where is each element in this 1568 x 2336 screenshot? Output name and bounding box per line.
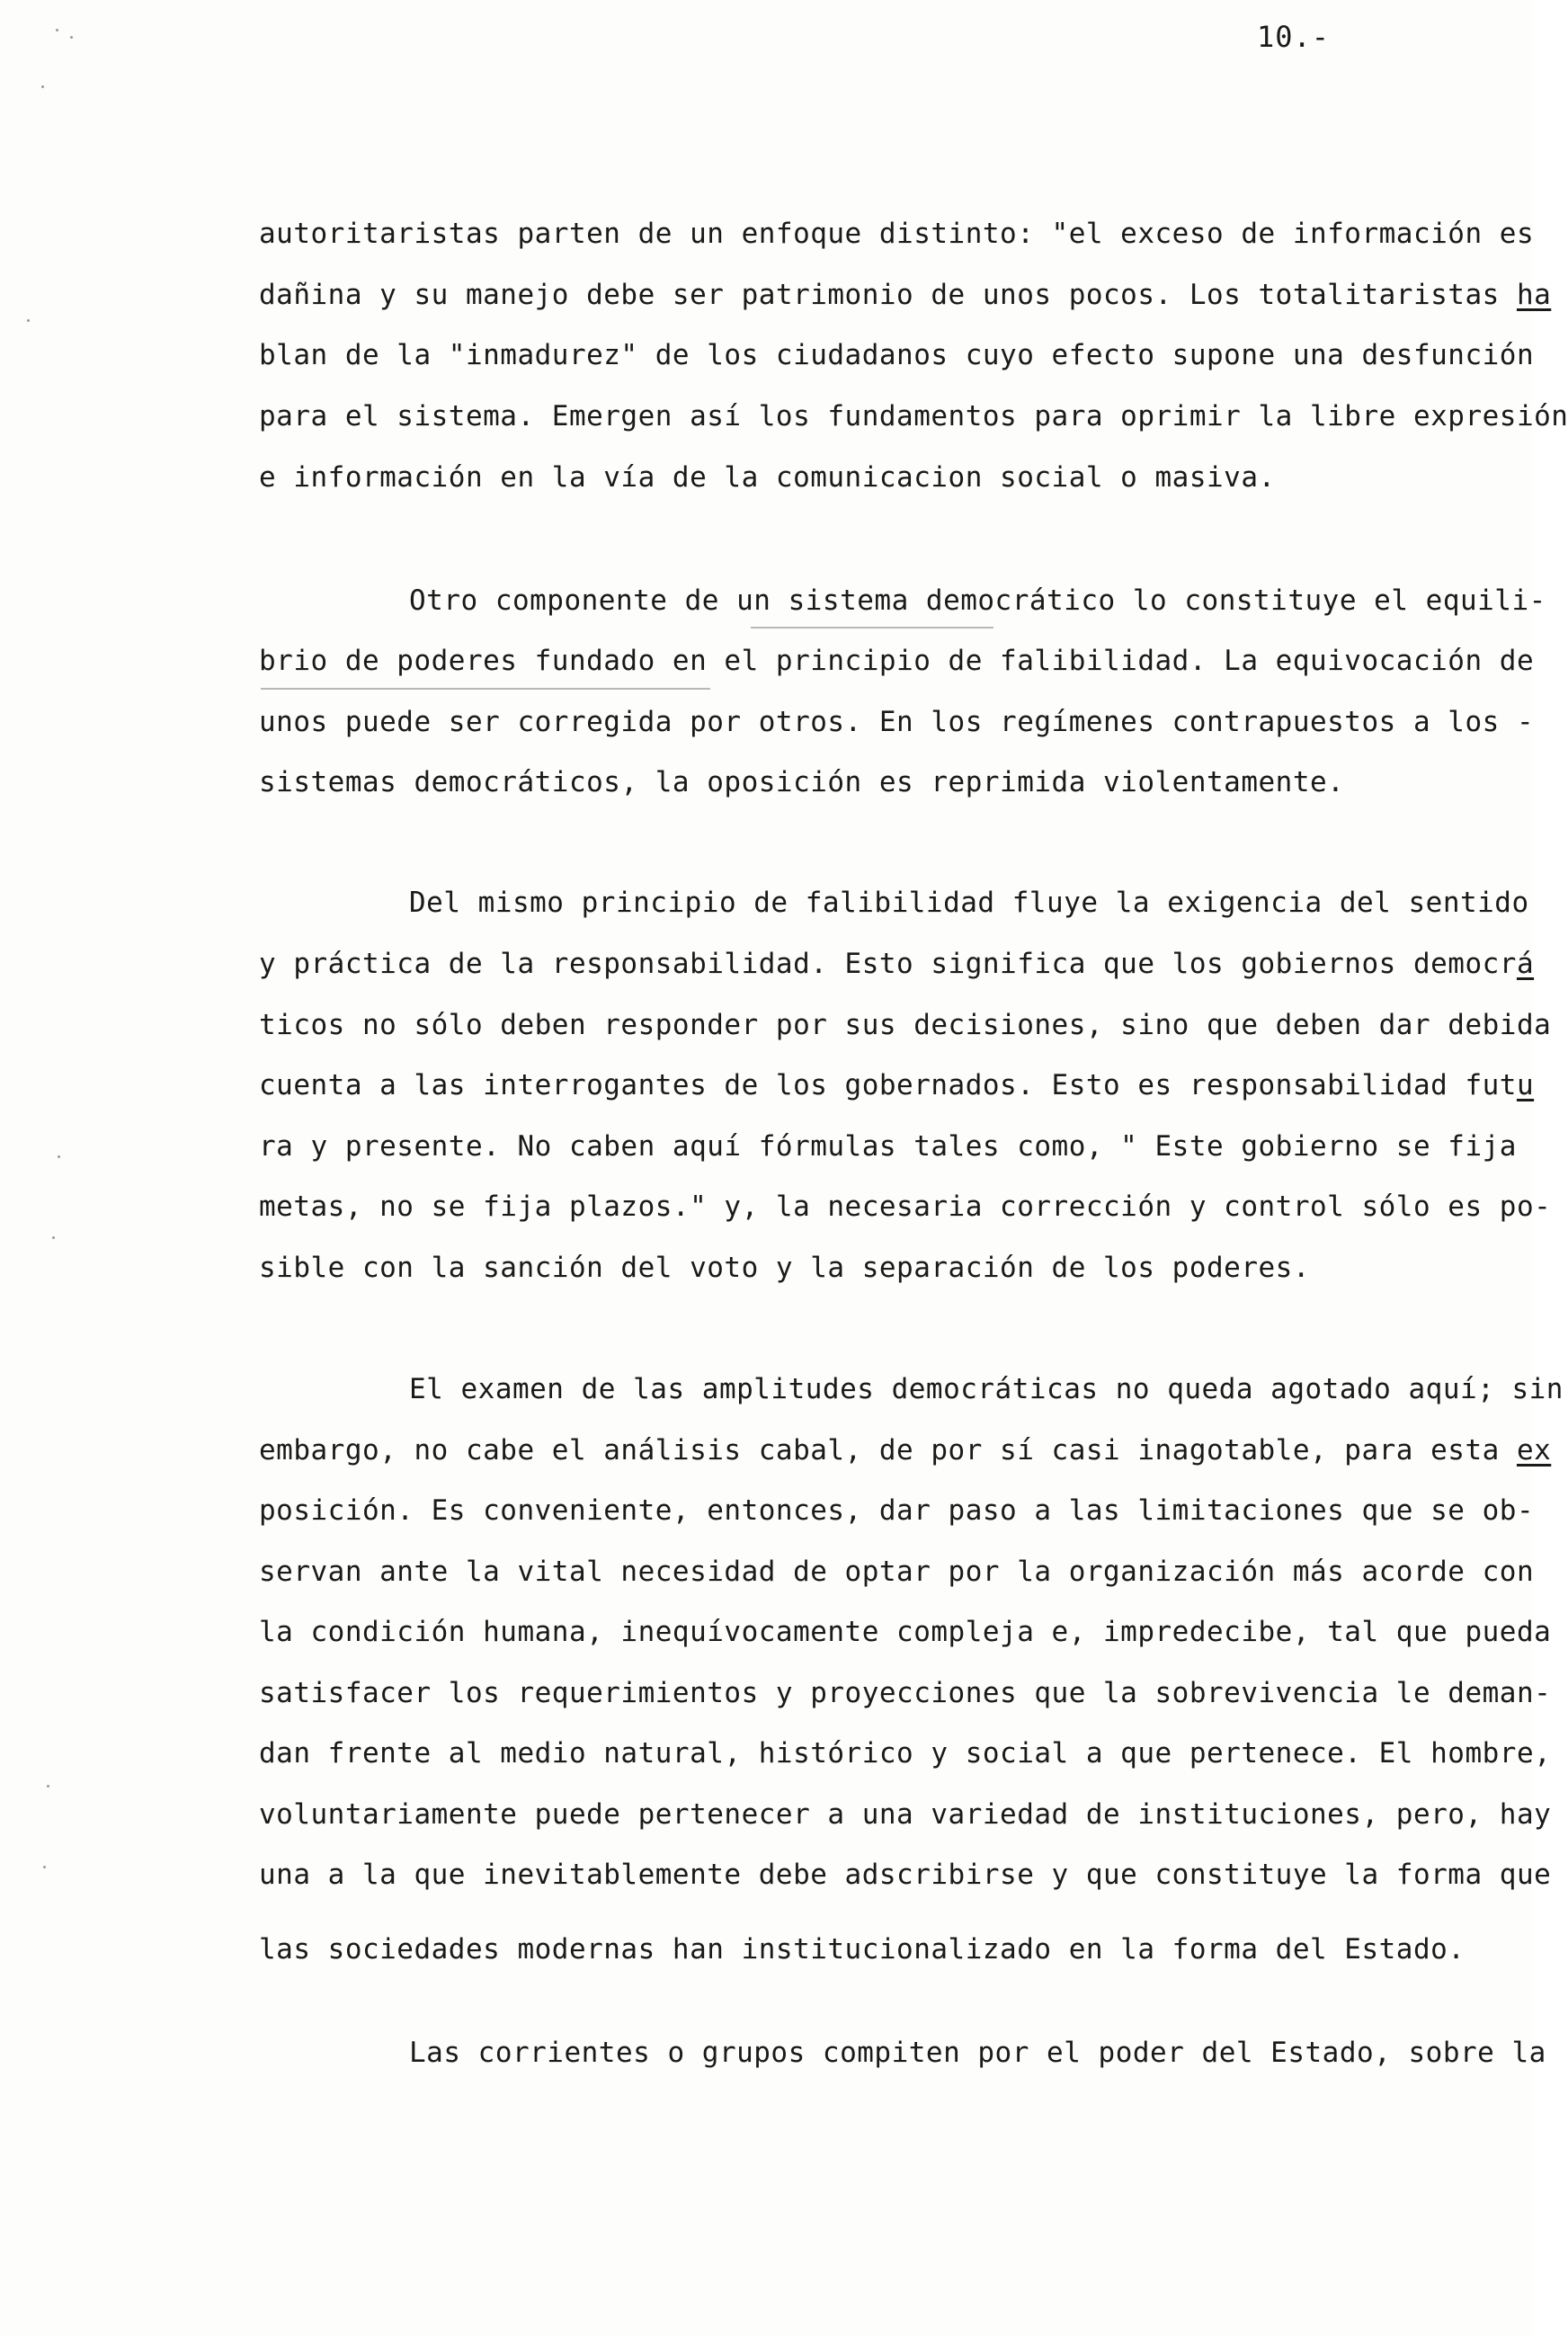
pen-underline bbox=[751, 627, 993, 629]
text-line: autoritaristas parten de un enfoque distinto: "el exceso de información es bbox=[259, 218, 1535, 250]
text-line: dañina y su manejo debe ser patrimonio de unos pocos. Los totalitaristas ha bbox=[259, 279, 1552, 311]
text-line: las sociedades modernas han institucionalizado en la forma del Estado. bbox=[259, 1933, 1466, 1966]
text-line: blan de la "inmadurez" de los ciudadanos cuyo efecto supone una desfunción bbox=[259, 339, 1535, 371]
text-line: metas, no se fija plazos." y, la necesaria corrección y control sólo es po- bbox=[259, 1190, 1552, 1223]
scan-speck bbox=[27, 319, 30, 322]
page-number: 10.- bbox=[1257, 20, 1331, 54]
text-line: y práctica de la responsabilidad. Esto significa que los gobiernos democrá bbox=[259, 948, 1535, 980]
text-line: brio de poderes fundado en el principio de falibilidad. La equivocación de bbox=[259, 645, 1535, 677]
text-line: ra y presente. No caben aquí fórmulas tales como, " Este gobierno se fija bbox=[259, 1130, 1517, 1163]
text-line: sistemas democráticos, la oposición es reprimida violentamente. bbox=[259, 766, 1345, 798]
text-line: dan frente al medio natural, histórico y social a que pertenece. El hombre, bbox=[259, 1737, 1552, 1770]
text-line: satisfacer los requerimientos y proyecciones que la sobrevivencia le deman- bbox=[259, 1677, 1552, 1709]
text-line: unos puede ser corregida por otros. En los regímenes contrapuestos a los - bbox=[259, 706, 1535, 738]
text-line: El examen de las amplitudes democráticas no queda agotado aquí; sin bbox=[409, 1373, 1564, 1405]
scan-speck bbox=[52, 1236, 55, 1239]
scan-speck bbox=[47, 1785, 49, 1788]
text-line: Las corrientes o grupos compiten por el poder del Estado, sobre la bbox=[409, 2037, 1546, 2069]
text-line: cuenta a las interrogantes de los gobernados. Esto es responsabilidad futu bbox=[259, 1069, 1535, 1101]
text-line: embargo, no cabe el análisis cabal, de por sí casi inagotable, para esta ex bbox=[259, 1434, 1552, 1467]
text-line: servan ante la vital necesidad de optar por la organización más acorde con bbox=[259, 1556, 1535, 1588]
text-line: la condición humana, inequívocamente compleja e, impredecibe, tal que pueda bbox=[259, 1616, 1552, 1648]
text-line: e información en la vía de la comunicacion social o masiva. bbox=[259, 461, 1276, 494]
text-line: voluntariamente puede pertenecer a una variedad de instituciones, pero, hay bbox=[259, 1798, 1552, 1831]
scan-speck bbox=[58, 1155, 60, 1158]
text-line: posición. Es conveniente, entonces, dar paso a las limitaciones que se ob- bbox=[259, 1494, 1535, 1527]
text-line: ticos no sólo deben responder por sus decisiones, sino que deben dar debida bbox=[259, 1009, 1552, 1041]
text-line: para el sistema. Emergen así los fundamentos para oprimir la libre expresión bbox=[259, 400, 1568, 432]
pen-underline bbox=[261, 688, 710, 690]
text-line: Del mismo principio de falibilidad fluye la exigencia del sentido bbox=[409, 887, 1529, 919]
scan-speck bbox=[56, 29, 58, 31]
text-line: sible con la sanción del voto y la separación de los poderes. bbox=[259, 1252, 1310, 1284]
scan-speck bbox=[41, 85, 44, 88]
text-line: Otro componente de un sistema democrático lo constituye el equili- bbox=[409, 584, 1546, 617]
scan-speck bbox=[43, 1866, 46, 1868]
scan-speck bbox=[70, 36, 73, 39]
text-line: una a la que inevitablemente debe adscribirse y que constituye la forma que bbox=[259, 1859, 1552, 1891]
